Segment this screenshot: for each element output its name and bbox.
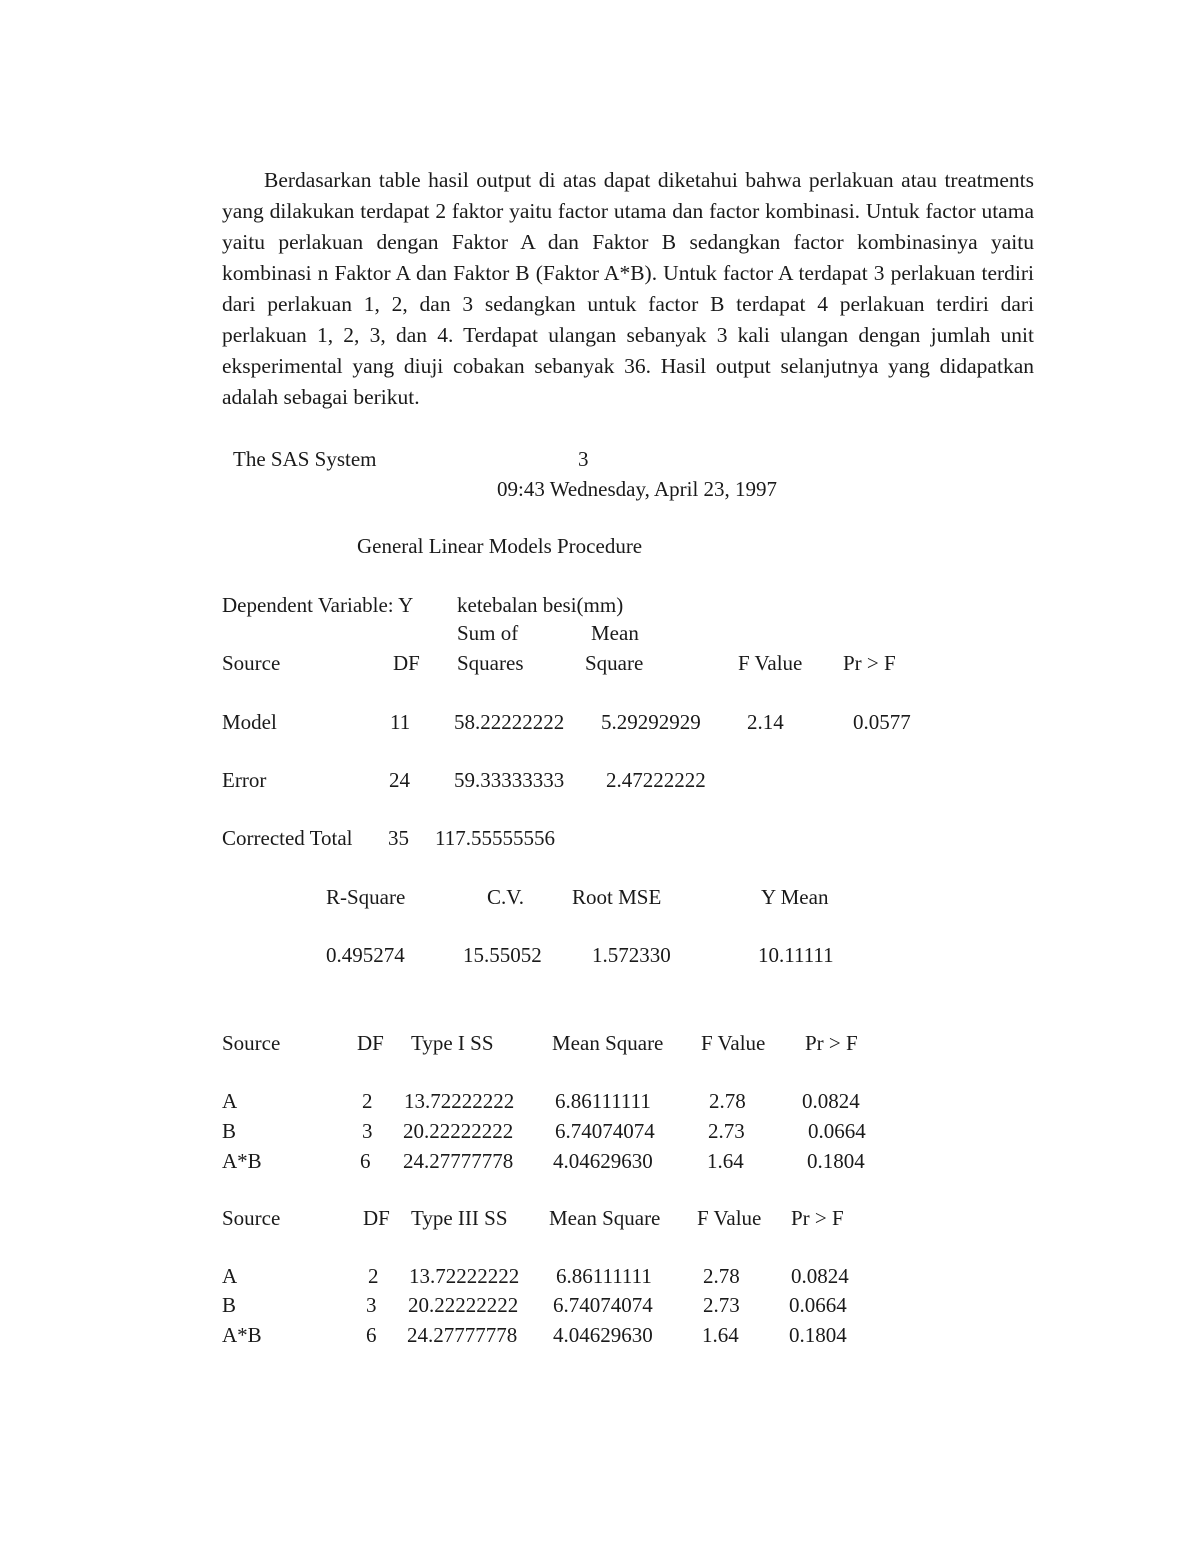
type1-row-f: 2.78 [709, 1089, 746, 1113]
anova-header-f: F Value [738, 651, 803, 675]
anova-model-ss: 58.22222222 [454, 710, 565, 734]
fit-header-rsquare: R-Square [326, 885, 406, 909]
type1-row-ss: 20.22222222 [403, 1119, 514, 1143]
type3-header-source: Source [222, 1206, 281, 1230]
type1-header-ms: Mean Square [552, 1031, 664, 1055]
page-number: 3 [578, 447, 589, 471]
type3-row-df: 2 [368, 1264, 379, 1288]
anova-total-df: 35 [388, 826, 409, 850]
type3-row-source: A [222, 1264, 238, 1288]
type1-row-f: 1.64 [707, 1149, 744, 1173]
type1-row-ms: 6.74074074 [555, 1119, 655, 1143]
type1-row-df: 3 [362, 1119, 373, 1143]
fit-value-cv: 15.55052 [463, 943, 542, 967]
anova-model-source: Model [222, 710, 277, 734]
anova-error-ms: 2.47222222 [606, 768, 706, 792]
type1-row-df: 2 [362, 1089, 373, 1113]
dependent-variable-label: Dependent Variable: Y [222, 593, 414, 617]
fit-header-ymean: Y Mean [761, 885, 829, 909]
type3-row-f: 2.78 [703, 1264, 740, 1288]
type3-row-source: B [222, 1293, 237, 1317]
type1-row-p: 0.0824 [802, 1089, 860, 1113]
type3-header-f: F Value [697, 1206, 762, 1230]
type1-header-f: F Value [701, 1031, 766, 1055]
anova-model-ms: 5.29292929 [601, 710, 701, 734]
fit-value-rootmse: 1.572330 [592, 943, 671, 967]
type1-row-p: 0.0664 [808, 1119, 866, 1143]
type3-header-df: DF [363, 1206, 390, 1230]
type3-row-df: 3 [366, 1293, 377, 1317]
type3-row-p: 0.0664 [789, 1293, 847, 1317]
procedure-title: General Linear Models Procedure [357, 534, 643, 558]
type3-row-ms: 6.74074074 [553, 1293, 653, 1317]
type1-row-df: 6 [360, 1149, 371, 1173]
anova-error-df: 24 [389, 768, 410, 792]
type3-row-ss: 24.27777778 [407, 1323, 518, 1347]
type3-row-source: A*B [222, 1323, 262, 1347]
type1-row-ss: 13.72222222 [404, 1089, 515, 1113]
anova-model-df: 11 [390, 710, 411, 734]
anova-header-p: Pr > F [843, 651, 896, 675]
anova-model-f: 2.14 [747, 710, 784, 734]
dependent-variable-description: ketebalan besi(mm) [457, 593, 624, 617]
type3-row-p: 0.0824 [791, 1264, 849, 1288]
type1-header-df: DF [357, 1031, 384, 1055]
type1-row-source: A [222, 1089, 238, 1113]
type3-row-df: 6 [366, 1323, 377, 1347]
type3-row-ms: 4.04629630 [553, 1323, 653, 1347]
anova-header-source: Source [222, 651, 281, 675]
type3-header-ss: Type III SS [411, 1206, 508, 1230]
intro-paragraph: Berdasarkan table hasil output di atas dapat diketahui bahwa perlakuan atau treatments yang dilakukan terdapat 2 faktor yaitu factor utama dan factor kombinasi. Untuk factor utama yaitu perlakuan dengan Faktor A dan Faktor B sedangkan factor kombinasinya yaitu kombinasi n Faktor A dan Faktor B (Faktor A*B). Untuk factor A terdapat 3 perlakuan terdiri dari perlakuan 1, 2, dan 3 sedangkan untuk factor B terdapat 4 perlakuan terdiri dari perlakuan 1, 2, 3, dan 4. Terdapat ulangan sebanyak 3 kali ulangan dengan jumlah unit eksperimental yang diuji cobakan sebanyak 36. Hasil output selanjutnya yang didapatkan adalah sebagai berikut. [222, 168, 1034, 409]
fit-header-cv: C.V. [487, 885, 524, 909]
type1-row-p: 0.1804 [807, 1149, 865, 1173]
type1-header-p: Pr > F [805, 1031, 858, 1055]
anova-model-p: 0.0577 [853, 710, 911, 734]
type1-row-f: 2.73 [708, 1119, 745, 1143]
fit-header-rootmse: Root MSE [572, 885, 662, 909]
type3-row-f: 2.73 [703, 1293, 740, 1317]
anova-header-df: DF [393, 651, 420, 675]
type1-row-ms: 6.86111111 [555, 1089, 651, 1113]
anova-total-ss: 117.55555556 [435, 826, 555, 850]
fit-value-ymean: 10.11111 [758, 943, 834, 967]
anova-header-ss-top: Sum of [457, 621, 519, 645]
anova-header-ms-bottom: Square [585, 651, 644, 675]
type1-row-ms: 4.04629630 [553, 1149, 653, 1173]
type3-header-p: Pr > F [791, 1206, 844, 1230]
type1-header-source: Source [222, 1031, 281, 1055]
type3-row-ss: 20.22222222 [408, 1293, 519, 1317]
type1-row-source: A*B [222, 1149, 262, 1173]
fit-value-rsquare: 0.495274 [326, 943, 405, 967]
anova-header-ss-bottom: Squares [457, 651, 524, 675]
type1-row-ss: 24.27777778 [403, 1149, 514, 1173]
anova-header-ms-top: Mean [591, 621, 639, 645]
type3-row-f: 1.64 [702, 1323, 739, 1347]
anova-error-source: Error [222, 768, 267, 792]
sas-system-title: The SAS System [233, 447, 377, 471]
anova-error-ss: 59.33333333 [454, 768, 565, 792]
type3-header-ms: Mean Square [549, 1206, 661, 1230]
type3-row-ms: 6.86111111 [556, 1264, 652, 1288]
type3-row-p: 0.1804 [789, 1323, 847, 1347]
anova-total-source: Corrected Total [222, 826, 353, 850]
type3-row-ss: 13.72222222 [409, 1264, 520, 1288]
type1-row-source: B [222, 1119, 237, 1143]
run-datetime: 09:43 Wednesday, April 23, 1997 [497, 477, 778, 501]
type1-header-ss: Type I SS [411, 1031, 494, 1055]
